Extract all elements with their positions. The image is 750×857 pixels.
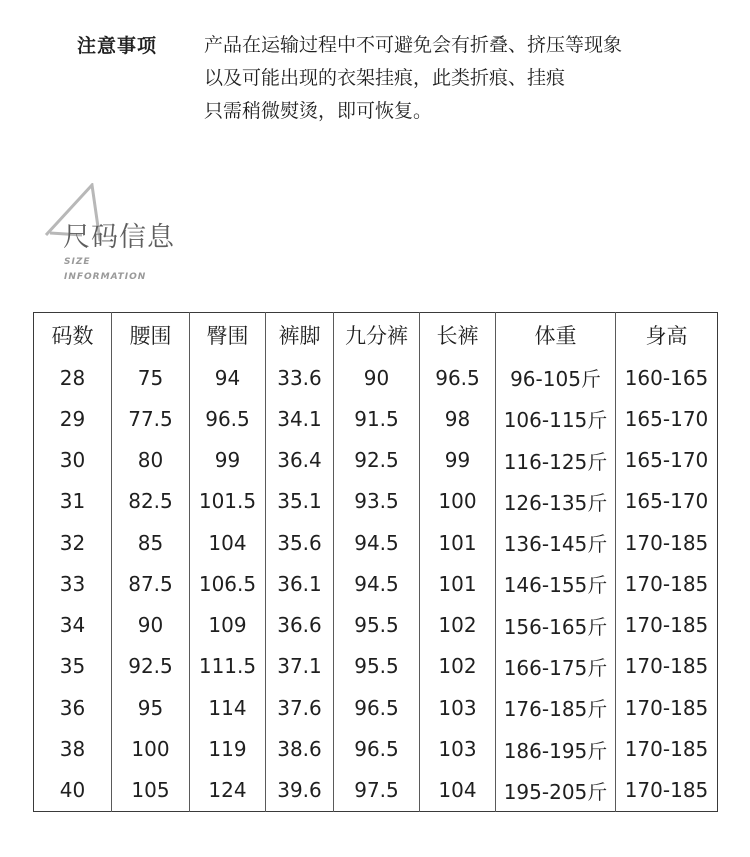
table-cell: 75: [112, 357, 190, 398]
table-cell: 116-125斤: [496, 440, 616, 481]
table-cell: 80: [112, 440, 190, 481]
table-cell: 95.5: [334, 605, 420, 646]
table-cell: 35: [34, 646, 112, 687]
table-cell: 96.5: [334, 728, 420, 769]
table-cell: 104: [190, 522, 266, 563]
table-cell: 40: [34, 770, 112, 812]
table-cell: 95: [112, 687, 190, 728]
table-cell: 156-165斤: [496, 605, 616, 646]
table-cell: 92.5: [334, 440, 420, 481]
table-cell: 93.5: [334, 481, 420, 522]
table-cell: 85: [112, 522, 190, 563]
table-cell: 101.5: [190, 481, 266, 522]
column-header: 九分裤: [334, 313, 420, 358]
table-cell: 99: [190, 440, 266, 481]
table-cell: 37.1: [266, 646, 334, 687]
table-cell: 91.5: [334, 398, 420, 439]
table-cell: 97.5: [334, 770, 420, 812]
table-body: [34, 357, 718, 812]
table-cell: 33: [34, 563, 112, 604]
table-cell: 36.1: [266, 563, 334, 604]
table-cell: 102: [420, 605, 496, 646]
table-cell: 31: [34, 481, 112, 522]
section-title: 尺码信息: [63, 222, 175, 253]
table-header-row: [34, 313, 718, 358]
column-header: 臀围: [190, 313, 266, 358]
notice-label: 注意事项: [77, 35, 158, 57]
table-cell: 96-105斤: [496, 357, 616, 398]
table-cell: 146-155斤: [496, 563, 616, 604]
table-cell: 82.5: [112, 481, 190, 522]
table-cell: 87.5: [112, 563, 190, 604]
table-cell: 32: [34, 522, 112, 563]
table-cell: 170-185: [624, 571, 709, 596]
table-row: [34, 687, 718, 728]
table-cell: 36.6: [266, 605, 334, 646]
table-cell: 170-185: [624, 530, 709, 555]
table-cell: 170-185: [624, 613, 709, 638]
notice-text: [204, 29, 724, 128]
table-cell: 170-185: [624, 778, 709, 803]
column-header: 体重: [496, 313, 616, 358]
table-row: [34, 481, 718, 522]
table-cell: 34: [34, 605, 112, 646]
table-cell: 100: [112, 728, 190, 769]
table-cell: 126-135斤: [496, 481, 616, 522]
table-cell: 95.5: [334, 646, 420, 687]
table-row: [34, 728, 718, 769]
table-cell: 77.5: [112, 398, 190, 439]
table-cell: 38: [34, 728, 112, 769]
table-cell: 101: [420, 563, 496, 604]
table-row: [34, 563, 718, 604]
table-cell: 33.6: [266, 357, 334, 398]
table-row: [34, 357, 718, 398]
table-cell: 170-185: [624, 737, 709, 762]
notice-line: 产品在运输过程中不可避免会有折叠、挤压等现象: [204, 34, 623, 56]
table-cell: 102: [420, 646, 496, 687]
table-cell: 96.5: [420, 357, 496, 398]
table-cell: 28: [34, 357, 112, 398]
table-cell: 35.6: [266, 522, 334, 563]
section-subtitle: [64, 255, 146, 285]
table-cell: 186-195斤: [496, 728, 616, 769]
table-cell: 114: [190, 687, 266, 728]
table-cell: 111.5: [190, 646, 266, 687]
notice-line: 以及可能出现的衣架挂痕，此类折痕、挂痕: [204, 67, 566, 89]
table-cell: 96.5: [334, 687, 420, 728]
table-cell: 98: [420, 398, 496, 439]
table-cell: 170-185: [624, 654, 709, 679]
table-row: [34, 605, 718, 646]
table-cell: 176-185斤: [496, 687, 616, 728]
table-cell: 170-185: [624, 695, 709, 720]
table-cell: 100: [420, 481, 496, 522]
table-cell: 39.6: [266, 770, 334, 812]
table-cell: 94.5: [334, 522, 420, 563]
table-row: [34, 646, 718, 687]
column-header: 身高: [645, 324, 688, 348]
column-header: 腰围: [112, 313, 190, 358]
table-cell: 35.1: [266, 481, 334, 522]
table-cell: 38.6: [266, 728, 334, 769]
table-cell: 119: [190, 728, 266, 769]
table-cell: 94.5: [334, 563, 420, 604]
table-cell: 109: [190, 605, 266, 646]
table-cell: 34.1: [266, 398, 334, 439]
column-header: 长裤: [420, 313, 496, 358]
table-cell: 103: [420, 728, 496, 769]
table-cell: 36: [34, 687, 112, 728]
table-cell: 37.6: [266, 687, 334, 728]
table-row: [34, 522, 718, 563]
table-cell: 165-170: [624, 448, 709, 473]
table-cell: 36.4: [266, 440, 334, 481]
table-cell: 92.5: [112, 646, 190, 687]
table-cell: 124: [190, 770, 266, 812]
section-subtitle-line: SIZE: [64, 257, 91, 267]
table-cell: 99: [420, 440, 496, 481]
table-cell: 104: [420, 770, 496, 812]
notice-line: 只需稍微熨烫，即可恢复。: [204, 100, 433, 122]
table-cell: 96.5: [190, 398, 266, 439]
section-subtitle-line: INFORMATION: [64, 272, 147, 282]
table-row: [34, 398, 718, 439]
table-cell: 166-175斤: [496, 646, 616, 687]
size-info-header: [40, 183, 240, 283]
table-cell: 160-165: [624, 365, 709, 390]
table-cell: 90: [112, 605, 190, 646]
table-cell: 90: [334, 357, 420, 398]
table-row: [34, 440, 718, 481]
table-cell: 105: [112, 770, 190, 812]
table-cell: 30: [34, 440, 112, 481]
table-row: [34, 770, 718, 812]
table-cell: 136-145斤: [496, 522, 616, 563]
column-header: 码数: [34, 313, 112, 358]
table-cell: 103: [420, 687, 496, 728]
table-cell: 165-170: [624, 489, 709, 514]
table-cell: 106-115斤: [496, 398, 616, 439]
table-cell: 165-170: [624, 406, 709, 431]
table-cell: 101: [420, 522, 496, 563]
column-header: 裤脚: [266, 313, 334, 358]
table-cell: 94: [190, 357, 266, 398]
table-cell: 29: [34, 398, 112, 439]
table-cell: 195-205斤: [496, 770, 616, 812]
table-cell: 106.5: [190, 563, 266, 604]
size-table: [33, 312, 718, 812]
